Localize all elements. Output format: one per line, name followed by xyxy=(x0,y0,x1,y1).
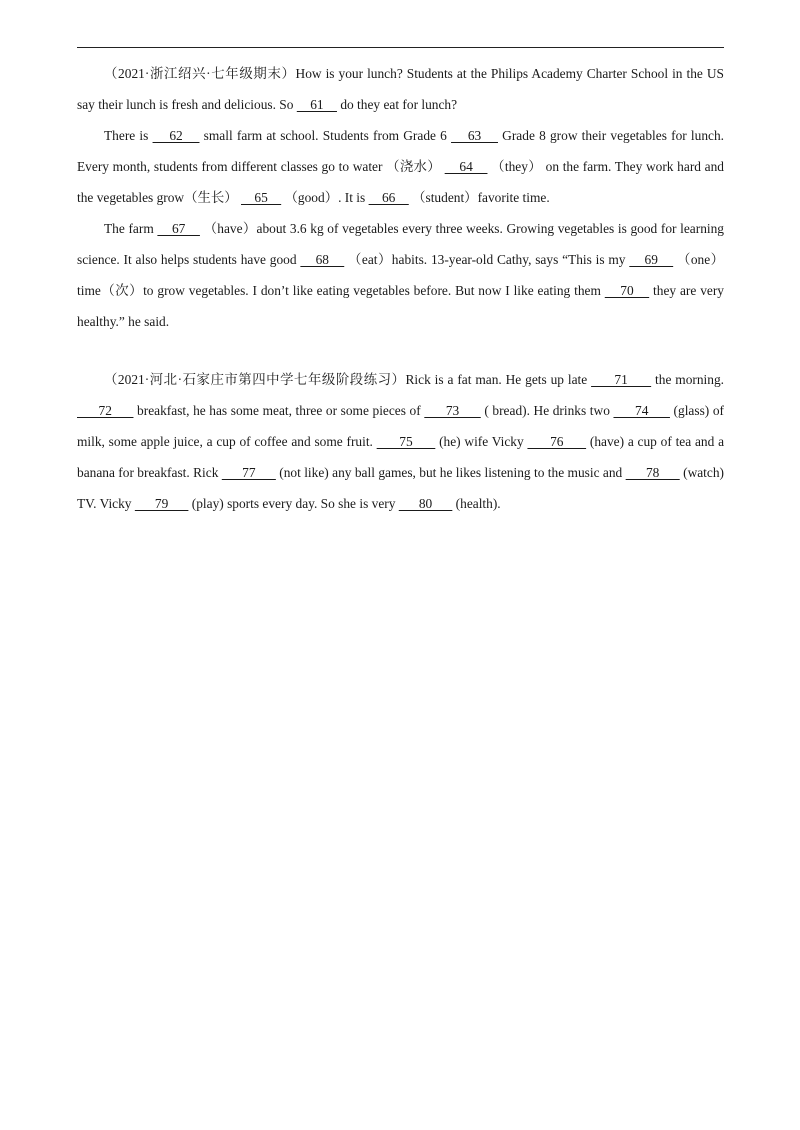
document-content xyxy=(77,58,724,519)
text-run: （2021·河北·石家庄市第四中学七年级阶段练习）Rick is a fat man. He gets up late xyxy=(104,372,592,387)
answer-blank: 78 xyxy=(625,465,680,480)
text-run: small farm at school. Students from Grade 6 xyxy=(199,128,452,143)
text-run: the morning. xyxy=(651,372,725,387)
answer-blank: 73 xyxy=(424,403,481,418)
text-run: （one）time（次）to grow vegetables. I don’t like eating vegetables before. But now I like eating them xyxy=(77,252,725,298)
text-run: Grade 8 grow their vegetables for lunch. Every month, students from different classes go to water （浇水） xyxy=(77,128,725,174)
text-run: （they） on the farm. They work hard and the vegetables grow（生长） xyxy=(77,159,724,205)
passage-1 xyxy=(77,58,724,337)
passage-spacer xyxy=(77,337,724,364)
text-run: （have）about 3.6 kg of vegetables every three weeks. Growing vegetables is good for learning science. It also helps students have good xyxy=(77,221,725,267)
text-run: ( bread). He drinks two xyxy=(480,403,614,418)
text-run: (not like) any ball games, but he likes listening to the music and xyxy=(275,465,626,480)
text-run: （student）favorite time. xyxy=(408,190,550,205)
passage-2-paragraph-1 xyxy=(77,364,724,519)
answer-blank: 72 xyxy=(77,403,134,418)
text-run: （2021·浙江绍兴·七年级期末）How is your lunch? Students at the Philips Academy Charter School in the US say their lunch is fresh and delicious. So xyxy=(77,66,724,112)
text-run: (glass) of milk, some apple juice, a cup of coffee and some fruit. xyxy=(77,403,724,449)
answer-blank: 63 xyxy=(451,128,498,143)
answer-blank: 66 xyxy=(368,190,409,205)
passage-1-paragraph-1 xyxy=(77,58,724,120)
answer-blank: 69 xyxy=(629,252,674,267)
answer-blank: 76 xyxy=(527,434,587,449)
text-run: breakfast, he has some meat, three or some pieces of xyxy=(133,403,425,418)
answer-blank: 71 xyxy=(591,372,652,387)
answer-blank: 65 xyxy=(241,190,282,205)
passage-1-paragraph-2 xyxy=(77,120,724,213)
answer-blank: 77 xyxy=(221,465,276,480)
passage-2 xyxy=(77,364,724,519)
text-run: (watch) TV. Vicky xyxy=(77,465,724,511)
header-rule xyxy=(77,47,724,48)
answer-blank: 70 xyxy=(604,283,650,298)
text-run: they are very healthy.” he said. xyxy=(77,283,724,329)
text-run: (he) wife Vicky xyxy=(435,434,528,449)
text-run: There is xyxy=(104,128,153,143)
answer-blank: 62 xyxy=(152,128,200,143)
passage-1-paragraph-3 xyxy=(77,213,724,337)
text-run: （good）. It is xyxy=(281,190,369,205)
text-run: do they eat for lunch? xyxy=(336,97,458,112)
text-run: （eat）habits. 13-year-old Cathy, says “This is my xyxy=(344,252,630,267)
answer-blank: 64 xyxy=(444,159,488,174)
answer-blank: 80 xyxy=(398,496,453,511)
answer-blank: 79 xyxy=(134,496,189,511)
text-run: (health). xyxy=(452,496,501,511)
text-run: (have) a cup of tea and a banana for breakfast. Rick xyxy=(77,434,725,480)
answer-blank: 74 xyxy=(613,403,670,418)
text-run: (play) sports every day. So she is very xyxy=(188,496,399,511)
text-run: The farm xyxy=(104,221,158,236)
answer-blank: 75 xyxy=(376,434,436,449)
answer-blank: 68 xyxy=(300,252,345,267)
answer-blank: 61 xyxy=(296,97,337,112)
answer-blank: 67 xyxy=(157,221,200,236)
